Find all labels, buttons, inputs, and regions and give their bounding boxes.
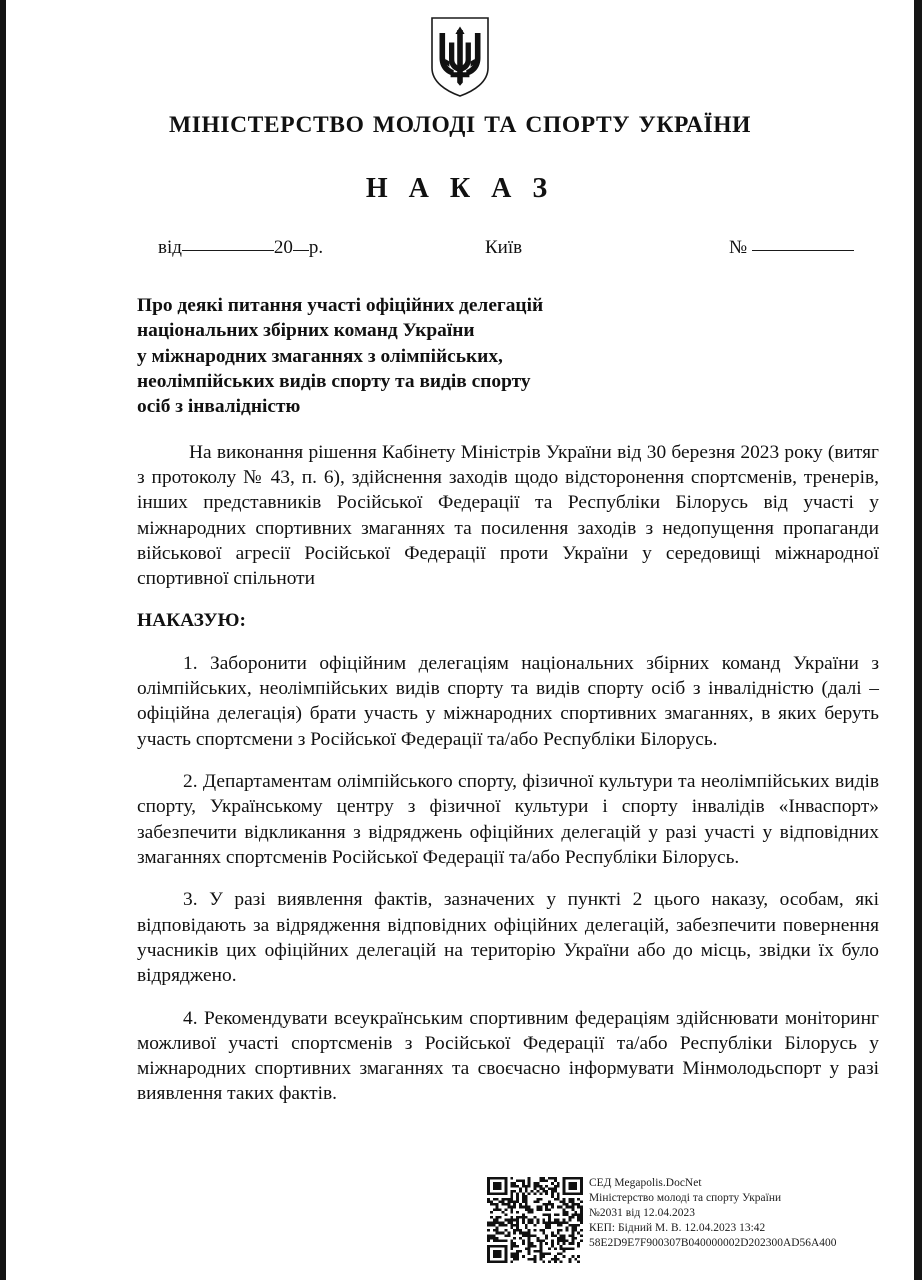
spacer (137, 420, 879, 440)
stamp-text-block (589, 1176, 837, 1251)
scan-edge-right (914, 0, 922, 1280)
subject-line: осіб з інвалідністю (137, 396, 301, 418)
document-sheet (6, 0, 914, 1280)
number-label: № (729, 237, 748, 258)
order-item-4: 4. Рекомендувати всеукраїнським спортивним федераціям здійснювати моніторинг можливої участі спортсменів з Російської Федерації та/або Республіки Білорусь у міжнародних спортивних змаганнях та своєчасно інформувати Мінмолодьспорт у разі виявлення таких фактів. (137, 1007, 879, 1105)
spacer (137, 989, 879, 1006)
subject-line: неолімпійських видів спорту та видів спорту (137, 370, 531, 392)
subject-line: національних збірних команд України (137, 320, 475, 342)
stamp-organization: Міністерство молоді та спорту України (589, 1191, 782, 1204)
order-item-3: 3. У разі виявлення фактів, зазначених у пункті 2 цього наказу, особам, які відповідають за відрядження відповідних офіційних делегацій, забезпечити повернення учасників цих офіційних делегацій на територію України або до місць, звідки їх було відряджено. (137, 889, 879, 987)
date-field-group (158, 237, 323, 259)
document-subject (6, 293, 914, 420)
stamp-hash: 58E2D9E7F900307B040000002D202300AD56A400 (589, 1236, 837, 1249)
date-label: від (158, 237, 182, 258)
order-item-1: 1. Заборонити офіційним делегаціям національних збірних команд України з олімпійських, неолімпійських видів спорту та видів спорту осіб з інвалідністю (далі – офіційна делегація) брати участь у міжнародних спортивних змаганнях, в яких беруть участь спортсмени з Російської Федерації та/або Республіки Білорусь. (137, 652, 879, 750)
number-field-group (729, 237, 854, 259)
ukraine-trident-emblem-container (6, 0, 914, 98)
year-prefix: 20 (273, 237, 293, 258)
dateline-row (6, 237, 914, 267)
document-body (6, 420, 914, 1107)
year-blank-rule[interactable] (293, 250, 309, 251)
city-label: Київ (485, 237, 523, 258)
date-blank-rule[interactable] (182, 250, 274, 251)
document-type-heading: Н А К А З (365, 173, 555, 204)
ministry-header: МІНІСТЕРСТВО МОЛОДІ ТА СПОРТУ УКРАЇНИ (168, 112, 752, 138)
stamp-system: СЕД Megapolis.DocNet (589, 1177, 702, 1189)
year-suffix: р. (308, 237, 324, 258)
order-item-2: 2. Департаментам олімпійського спорту, фізичної культури та неолімпійських видів спорту, Українському центру з фізичної культури і спорту інвалідів «Інваспорт» забезпечити відкликання з відряджень офіційних делегацій у разі участі у відповідних змаганнях спортсменів Російської Федерації та/або Республіки Білорусь. (137, 771, 879, 868)
electronic-signature-stamp (487, 1177, 837, 1263)
stamp-signature: КЕП: Бідний М. В. 12.04.2023 13:42 (589, 1221, 766, 1234)
subject-line: Про деякі питання участі офіційних делегацій (137, 295, 544, 316)
ukraine-trident-icon (428, 16, 492, 98)
subject-line: у міжнародних змаганнях з олімпійських, (137, 345, 503, 367)
qr-code-icon (487, 1177, 583, 1263)
stamp-number-date: №2031 від 12.04.2023 (589, 1206, 695, 1219)
preamble-paragraph: На виконання рішення Кабінету Міністрів України від 30 березня 2023 року (витяг з протоколу № 43, п. 6), здійснення заходів щодо відсторонення спортсменів, тренерів, інших представників Російської Федерації та Республіки Білорусь від участі у міжнародних спортивних змаганнях та посилення заходів з недопущення пропаганди військової агресії Російської Федерації проти України у середовищі міжнародної спортивної спільноти (137, 441, 879, 590)
spacer (137, 591, 879, 608)
spacer (137, 870, 879, 887)
spacer (137, 752, 879, 769)
number-blank-rule[interactable] (752, 250, 854, 251)
spacer (137, 634, 879, 651)
order-tag: НАКАЗУЮ: (137, 610, 246, 632)
